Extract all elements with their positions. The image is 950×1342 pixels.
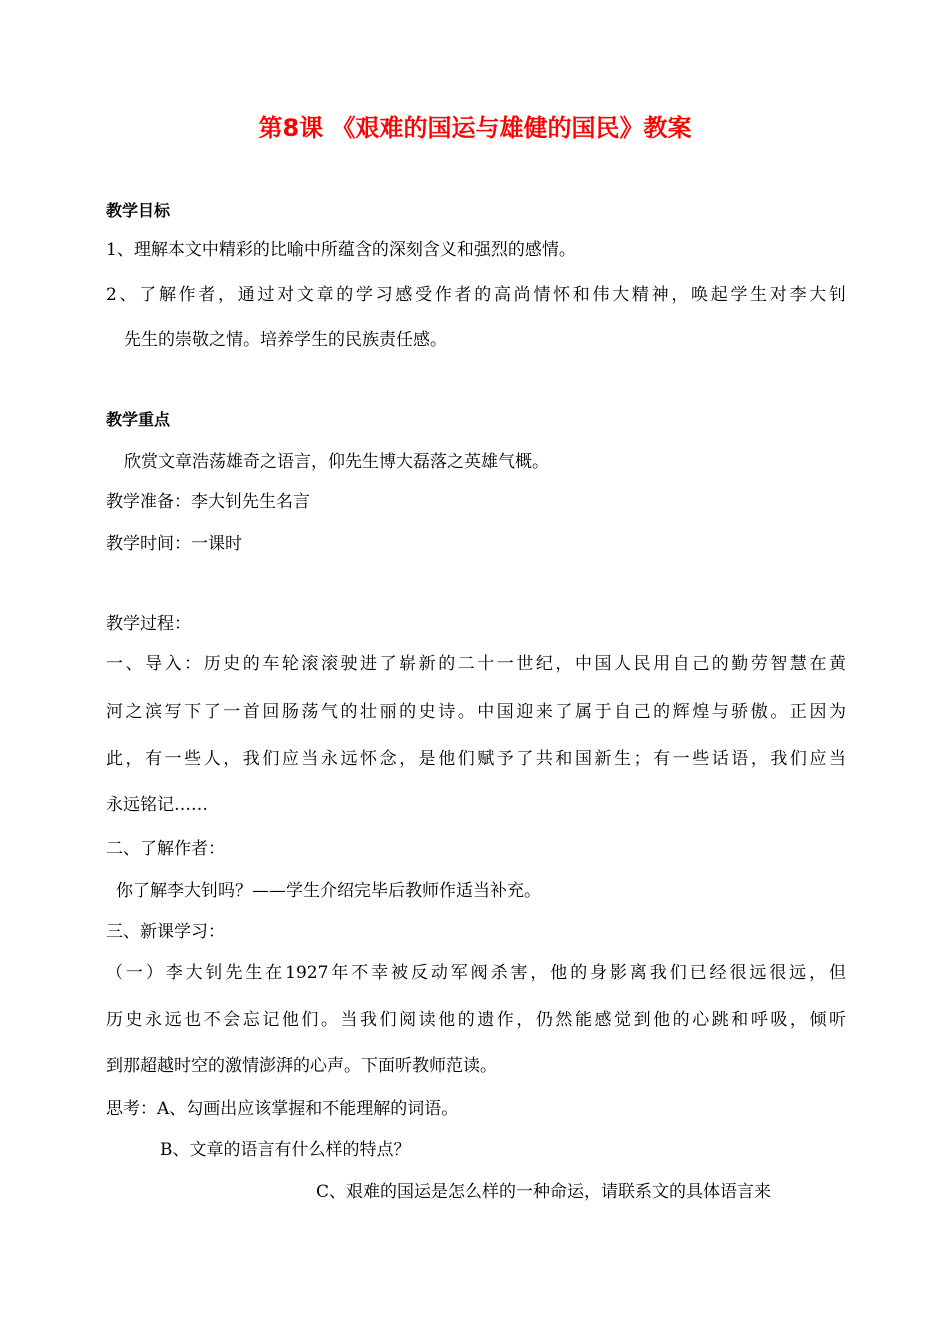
new-lesson-heading: 三、新课学习： bbox=[106, 922, 225, 942]
think-c: C、艰难的国运是怎么样的一种命运，请联系文的具体语言来 bbox=[316, 1182, 772, 1202]
intro-line-2: 河之滨写下了一首回肠荡气的壮丽的史诗。中国迎来了属于自己的辉煌与骄傲。正因为 bbox=[106, 702, 846, 722]
objective-item-2-line-2: 先生的崇敬之情。培养学生的民族责任感。 bbox=[124, 330, 447, 350]
objectives-heading: 教学目标 bbox=[106, 201, 171, 220]
preparation-text: 教学准备：李大钊先生名言 bbox=[106, 492, 310, 512]
intro-line-1: 一、导入：历史的车轮滚滚驶进了崭新的二十一世纪，中国人民用自己的勤劳智慧在黄 bbox=[106, 654, 846, 674]
objective-item-2-line-1: 2、了解作者，通过对文章的学习感受作者的高尚情怀和伟大精神，唤起学生对李大钊 bbox=[106, 285, 846, 305]
think-a: 思考：A、勾画出应该掌握和不能理解的词语。 bbox=[106, 1099, 459, 1119]
key-points-heading: 教学重点 bbox=[106, 410, 171, 429]
part1-line-3: 到那超越时空的激情澎湃的心声。下面听教师范读。 bbox=[106, 1056, 497, 1076]
process-heading: 教学过程： bbox=[106, 614, 191, 634]
document-title: 第8课 《艰难的国运与雄健的国民》教案 bbox=[258, 114, 692, 142]
part1-line-1: （一）李大钊先生在1927年不幸被反动军阀杀害，他的身影离我们已经很远很远，但 bbox=[106, 963, 846, 983]
part1-line-2: 历史永远也不会忘记他们。当我们阅读他的遗作，仍然能感觉到他的心跳和呼吸，倾听 bbox=[106, 1010, 846, 1030]
key-points-text: 欣赏文章浩荡雄奇之语言，仰先生博大磊落之英雄气概。 bbox=[124, 452, 549, 472]
time-text: 教学时间：一课时 bbox=[106, 534, 242, 554]
objective-item-1: 1、理解本文中精彩的比喻中所蕴含的深刻含义和强烈的感情。 bbox=[106, 240, 576, 260]
author-text: 你了解李大钊吗？——学生介绍完毕后教师作适当补充。 bbox=[116, 881, 541, 901]
intro-line-4: 永远铭记…… bbox=[106, 795, 208, 815]
author-heading: 二、了解作者： bbox=[106, 839, 225, 859]
intro-line-3: 此，有一些人，我们应当永远怀念，是他们赋予了共和国新生；有一些话语，我们应当 bbox=[106, 749, 846, 769]
think-b: B、文章的语言有什么样的特点？ bbox=[160, 1140, 411, 1160]
